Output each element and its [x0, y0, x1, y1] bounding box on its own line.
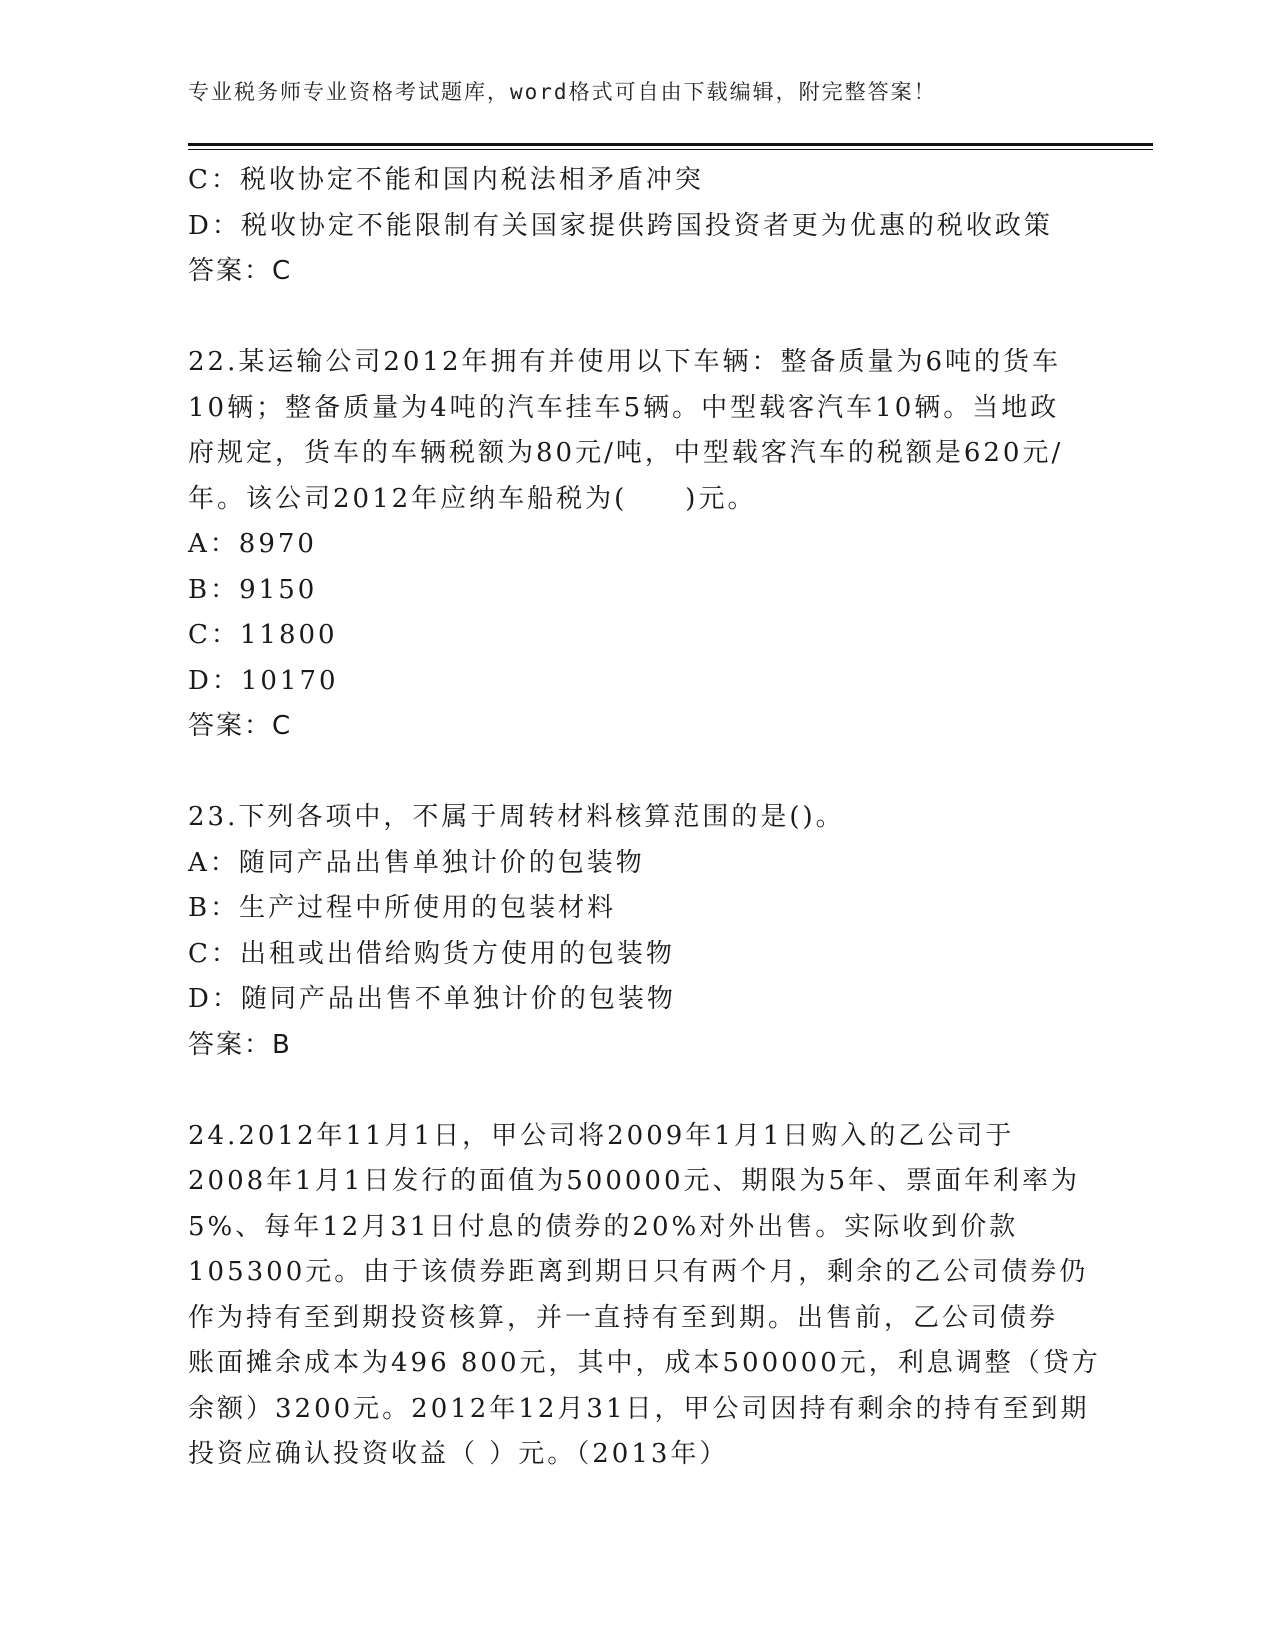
- option-a: A：8970: [188, 529, 317, 559]
- option-d: D：10170: [188, 665, 339, 696]
- answer-line: 答案：B: [188, 1029, 292, 1060]
- option-b: B：9150: [188, 574, 318, 605]
- answer-line: 答案：C: [188, 256, 293, 286]
- spacer: [188, 750, 1088, 796]
- option-d: D：税收协定不能限制有关国家提供跨国投资者更为优惠的税收政策: [188, 210, 1053, 241]
- question-stem-line: 10辆；整备质量为4吨的汽车挂车5辆。中型载客汽车10辆。当地政: [188, 392, 1060, 423]
- question-stem-line: 投资应确认投资收益（ ）元。（2013年）: [188, 1439, 729, 1469]
- question-24: [188, 1114, 1101, 1478]
- option-b: B：生产过程中所使用的包装材料: [188, 893, 617, 923]
- spacer: [188, 1068, 1088, 1114]
- question-stem-line: 作为持有至到期投资核算，并一直持有至到期。出售前，乙公司债券: [188, 1302, 1059, 1333]
- question-stem-line: 23.下列各项中，不属于周转材料核算范围的是()。: [188, 802, 845, 832]
- option-c: C：11800: [188, 620, 338, 650]
- question-stem-line: 105300元。由于该债券距离到期日只有两个月，剩余的乙公司债券仍: [188, 1257, 1089, 1287]
- question-stem-line: 府规定，货车的车辆税额为80元/吨，中型载客汽车的税额是620元/: [188, 438, 1064, 468]
- option-d: D：随同产品出售不单独计价的包装物: [188, 984, 676, 1014]
- question-21-continued: [188, 158, 1088, 295]
- question-stem-line: 22.某运输公司2012年拥有并使用以下车辆：整备质量为6吨的货车: [188, 347, 1062, 377]
- question-22: [188, 340, 1088, 750]
- question-stem-line: 年。该公司2012年应纳车船税为( )元。: [188, 483, 757, 514]
- question-23: [188, 795, 1088, 1068]
- question-stem-line: 24.2012年11月1日，甲公司将2009年1月1日购入的乙公司于: [188, 1120, 1015, 1151]
- header-rule-thin: [188, 149, 1153, 150]
- option-c: C：税收协定不能和国内税法相矛盾冲突: [188, 165, 704, 195]
- question-stem-line: 5%、每年12月31日付息的债券的20%对外出售。实际收到价款: [188, 1211, 1019, 1242]
- question-stem-line: 账面摊余成本为496 800元，其中，成本500000元，利息调整（贷方: [188, 1348, 1101, 1378]
- option-a: A：随同产品出售单独计价的包装物: [188, 847, 645, 878]
- question-stem-line: 2008年1月1日发行的面值为500000元、期限为5年、票面年利率为: [188, 1166, 1081, 1196]
- document-body: [188, 158, 1101, 1478]
- header-rule-thick: [188, 143, 1153, 146]
- page-header: 专业税务师专业资格考试题库，word格式可自由下载编辑，附完整答案！: [188, 80, 937, 104]
- answer-line: 答案：C: [188, 711, 293, 741]
- spacer: [188, 295, 1088, 341]
- option-c: C：出租或出借给购货方使用的包装物: [188, 938, 675, 969]
- question-stem-line: 余额）3200元。2012年12月31日，甲公司因持有剩余的持有至到期: [188, 1393, 1090, 1424]
